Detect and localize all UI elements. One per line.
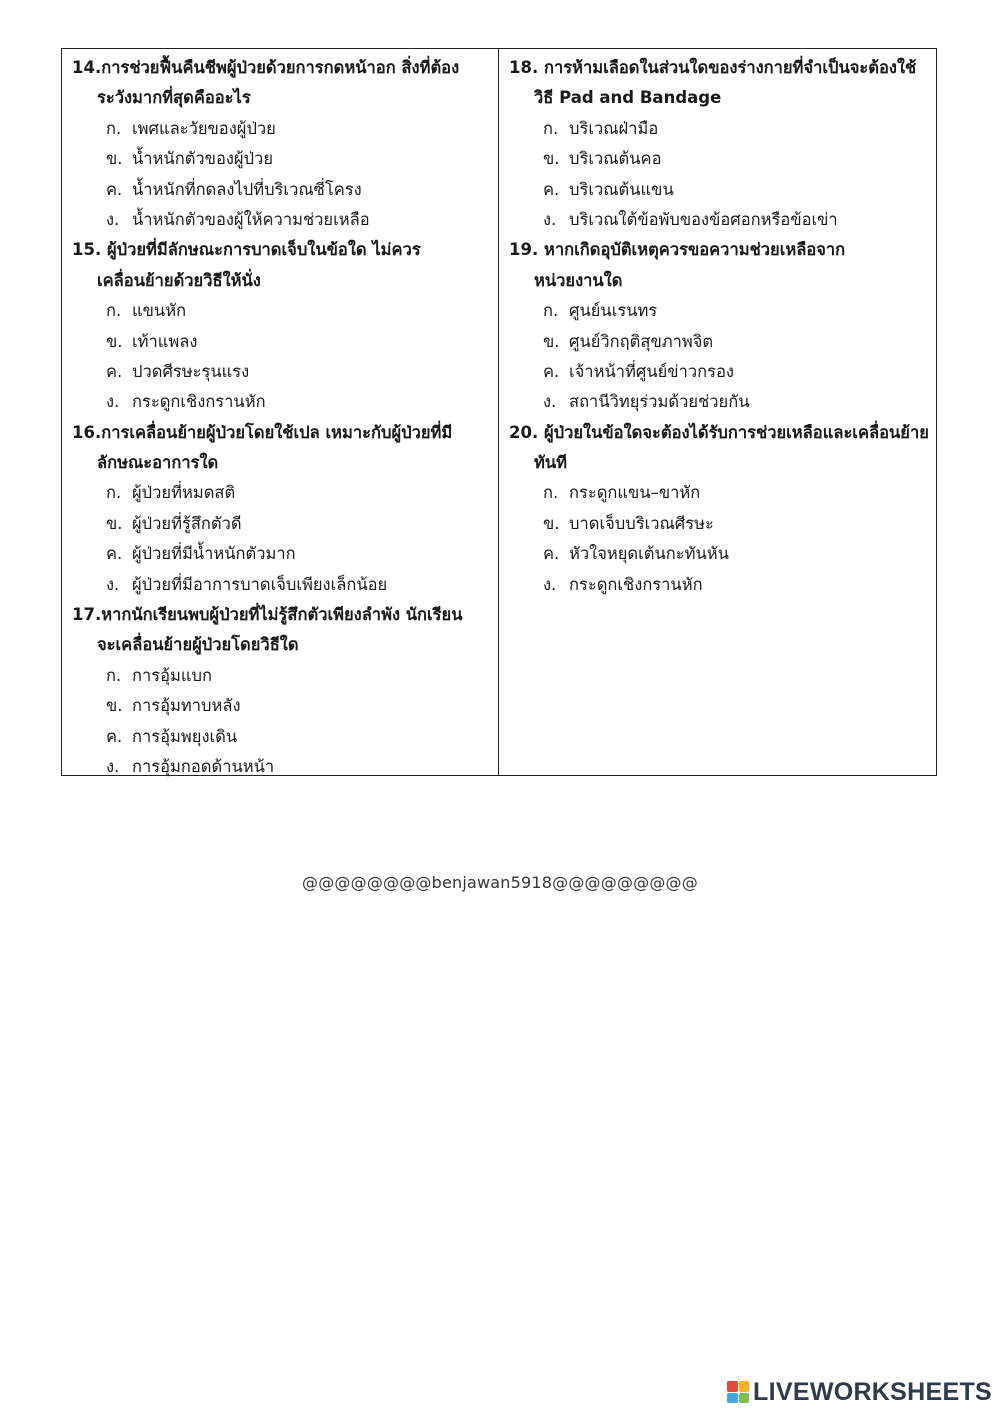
choice-text: ศูนย์วิกฤติสุขภาพจิต bbox=[569, 331, 714, 351]
choice-text: กระดูกเชิงกรานหัก bbox=[569, 574, 703, 594]
logo-mark-icon bbox=[727, 1381, 749, 1403]
question-text: 15. ผู้ป่วยที่มีลักษณะการบาดเจ็บในข้อใด ไม่ควร bbox=[72, 240, 421, 260]
choice-text: ผู้ป่วยที่มีน้ำหนักตัวมาก bbox=[132, 544, 296, 564]
choice-letter: ข. bbox=[106, 149, 123, 169]
question-block bbox=[72, 53, 490, 235]
choice-text: น้ำหนักตัวของผู้ป่วย bbox=[132, 149, 273, 169]
answer-choice bbox=[509, 478, 928, 508]
answer-choice bbox=[509, 114, 928, 144]
choice-letter: ก. bbox=[106, 118, 122, 138]
choice-letter: ค. bbox=[106, 361, 123, 381]
question-table bbox=[61, 48, 937, 776]
answer-choice bbox=[72, 327, 490, 357]
choice-letter: ข. bbox=[106, 513, 123, 533]
choice-letter: ก. bbox=[106, 301, 122, 321]
question-text: 14.การช่วยฟื้นคืนชีพผู้ป่วยด้วยการกดหน้าอก สิ่งที่ต้อง bbox=[72, 58, 460, 77]
choice-letter: ง. bbox=[106, 392, 120, 412]
choice-text: บาดเจ็บบริเวณศีรษะ bbox=[569, 513, 714, 533]
choice-letter: ข. bbox=[543, 513, 560, 533]
answer-choice bbox=[509, 357, 928, 387]
choice-text: หัวใจหยุดเต้นกะทันหัน bbox=[569, 544, 729, 564]
question-block bbox=[509, 53, 928, 235]
choice-text: บริเวณต้นคอ bbox=[569, 149, 662, 169]
question-text: 20. ผู้ป่วยในข้อใดจะต้องได้รับการช่วยเหลือและเคลื่อนย้าย bbox=[509, 422, 929, 442]
choice-text: แขนหัก bbox=[132, 301, 187, 321]
answer-choice bbox=[509, 387, 928, 417]
choice-letter: ง. bbox=[543, 209, 557, 229]
choice-text: บริเวณฝ่ามือ bbox=[569, 118, 659, 138]
question-text-continued: ลักษณะอาการใด bbox=[97, 453, 219, 473]
answer-choice bbox=[509, 144, 928, 174]
choice-letter: ง. bbox=[106, 574, 120, 594]
choice-text: น้ำหนักตัวของผู้ให้ความช่วยเหลือ bbox=[132, 209, 370, 229]
choice-text: ปวดศีรษะรุนแรง bbox=[132, 361, 250, 381]
logo-text: LIVEWORKSHEETS bbox=[753, 1377, 992, 1406]
choice-text: การอุ้มพยุงเดิน bbox=[132, 726, 238, 746]
answer-choice bbox=[72, 722, 490, 752]
choice-text: การอุ้มทาบหลัง bbox=[132, 696, 241, 716]
answer-choice bbox=[509, 205, 928, 235]
choice-letter: ง. bbox=[106, 209, 120, 229]
answer-choice bbox=[72, 478, 490, 508]
choice-text: ผู้ป่วยที่มีอาการบาดเจ็บเพียงเล็กน้อย bbox=[132, 574, 388, 594]
choice-letter: ข. bbox=[106, 331, 123, 351]
answer-choice bbox=[72, 387, 490, 417]
question-block bbox=[72, 418, 490, 600]
choice-text: การอุ้มแบก bbox=[132, 665, 213, 685]
choice-letter: ข. bbox=[543, 331, 560, 351]
logo-square-yellow bbox=[739, 1381, 750, 1392]
choice-letter: ก. bbox=[106, 665, 122, 685]
choice-text: การอุ้มกอดด้านหน้า bbox=[132, 756, 275, 776]
choice-letter: ก. bbox=[543, 118, 559, 138]
choice-letter: ง. bbox=[543, 392, 557, 412]
choice-letter: ก. bbox=[543, 483, 559, 503]
choice-text: เพศและวัยของผู้ป่วย bbox=[132, 118, 276, 138]
choice-letter: ข. bbox=[543, 149, 560, 169]
left-column bbox=[62, 49, 499, 775]
question-text-continued: ระวังมากที่สุดคืออะไร bbox=[97, 88, 251, 108]
answer-choice bbox=[509, 509, 928, 539]
choice-letter: ค. bbox=[543, 361, 560, 381]
liveworksheets-logo bbox=[727, 1375, 992, 1409]
choice-text: บริเวณต้นแขน bbox=[569, 179, 674, 199]
question-text-continued: จะเคลื่อนย้ายผู้ป่วยโดยวิธีใด bbox=[97, 635, 299, 655]
choice-text: กระดูกแขน–ขาหัก bbox=[569, 483, 701, 503]
answer-choice bbox=[72, 296, 490, 326]
author-credit: @@@@@@@@benjawan5918@@@@@@@@@ bbox=[302, 873, 698, 892]
question-text: 16.การเคลื่อนย้ายผู้ป่วยโดยใช้เปล เหมาะกับผู้ป่วยที่มี bbox=[72, 422, 453, 442]
logo-square-green bbox=[739, 1393, 750, 1404]
choice-text: ผู้ป่วยที่หมดสติ bbox=[132, 483, 236, 503]
answer-choice bbox=[72, 539, 490, 569]
choice-letter: ข. bbox=[106, 696, 123, 716]
answer-choice bbox=[72, 691, 490, 721]
choice-letter: ค. bbox=[543, 179, 560, 199]
answer-choice bbox=[509, 539, 928, 569]
answer-choice bbox=[72, 144, 490, 174]
question-block bbox=[72, 600, 490, 782]
question-text-continued: ทันที bbox=[534, 453, 568, 473]
choice-text: สถานีวิทยุร่วมด้วยช่วยกัน bbox=[569, 392, 750, 412]
answer-choice bbox=[72, 752, 490, 782]
question-text: 17.หากนักเรียนพบผู้ป่วยที่ไม่รู้สึกตัวเพียงลำพัง นักเรียน bbox=[72, 605, 463, 625]
choice-text: เท้าแพลง bbox=[132, 331, 198, 351]
logo-square-red bbox=[727, 1381, 738, 1392]
question-text-continued: หน่วยงานใด bbox=[534, 270, 623, 290]
choice-text: เจ้าหน้าที่ศูนย์ข่าวกรอง bbox=[569, 361, 734, 381]
choice-text: บริเวณใต้ข้อพับของข้อศอกหรือข้อเข่า bbox=[569, 209, 838, 229]
answer-choice bbox=[509, 570, 928, 600]
answer-choice bbox=[72, 205, 490, 235]
answer-choice bbox=[72, 509, 490, 539]
answer-choice bbox=[72, 570, 490, 600]
answer-choice bbox=[72, 175, 490, 205]
choice-text: น้ำหนักที่กดลงไปที่บริเวณซี่โครง bbox=[132, 179, 362, 199]
answer-choice bbox=[72, 357, 490, 387]
question-text: 19. หากเกิดอุบัติเหตุควรขอความช่วยเหลือจาก bbox=[509, 240, 846, 260]
right-column bbox=[499, 49, 936, 775]
question-text-continued: เคลื่อนย้ายด้วยวิธีให้นั่ง bbox=[97, 270, 261, 290]
logo-square-blue bbox=[727, 1393, 738, 1404]
choice-letter: ค. bbox=[106, 544, 123, 564]
choice-text: ศูนย์นเรนทร bbox=[569, 301, 658, 321]
question-block bbox=[509, 418, 928, 600]
answer-choice bbox=[72, 661, 490, 691]
choice-text: กระดูกเชิงกรานหัก bbox=[132, 392, 266, 412]
answer-choice bbox=[72, 114, 490, 144]
choice-text: ผู้ป่วยที่รู้สึกตัวดี bbox=[132, 513, 242, 533]
choice-letter: ก. bbox=[106, 483, 122, 503]
choice-letter: ก. bbox=[543, 301, 559, 321]
question-text-continued: วิธี Pad and Bandage bbox=[534, 88, 722, 108]
answer-choice bbox=[509, 296, 928, 326]
choice-letter: ค. bbox=[106, 179, 123, 199]
question-text: 18. การห้ามเลือดในส่วนใดของร่างกายที่จำเป็นจะต้องใช้ bbox=[509, 58, 917, 77]
choice-letter: ค. bbox=[106, 726, 123, 746]
question-block bbox=[509, 235, 928, 417]
question-block bbox=[72, 235, 490, 417]
answer-choice bbox=[509, 175, 928, 205]
choice-letter: ง. bbox=[543, 574, 557, 594]
choice-letter: ค. bbox=[543, 544, 560, 564]
answer-choice bbox=[509, 327, 928, 357]
choice-letter: ง. bbox=[106, 756, 120, 776]
